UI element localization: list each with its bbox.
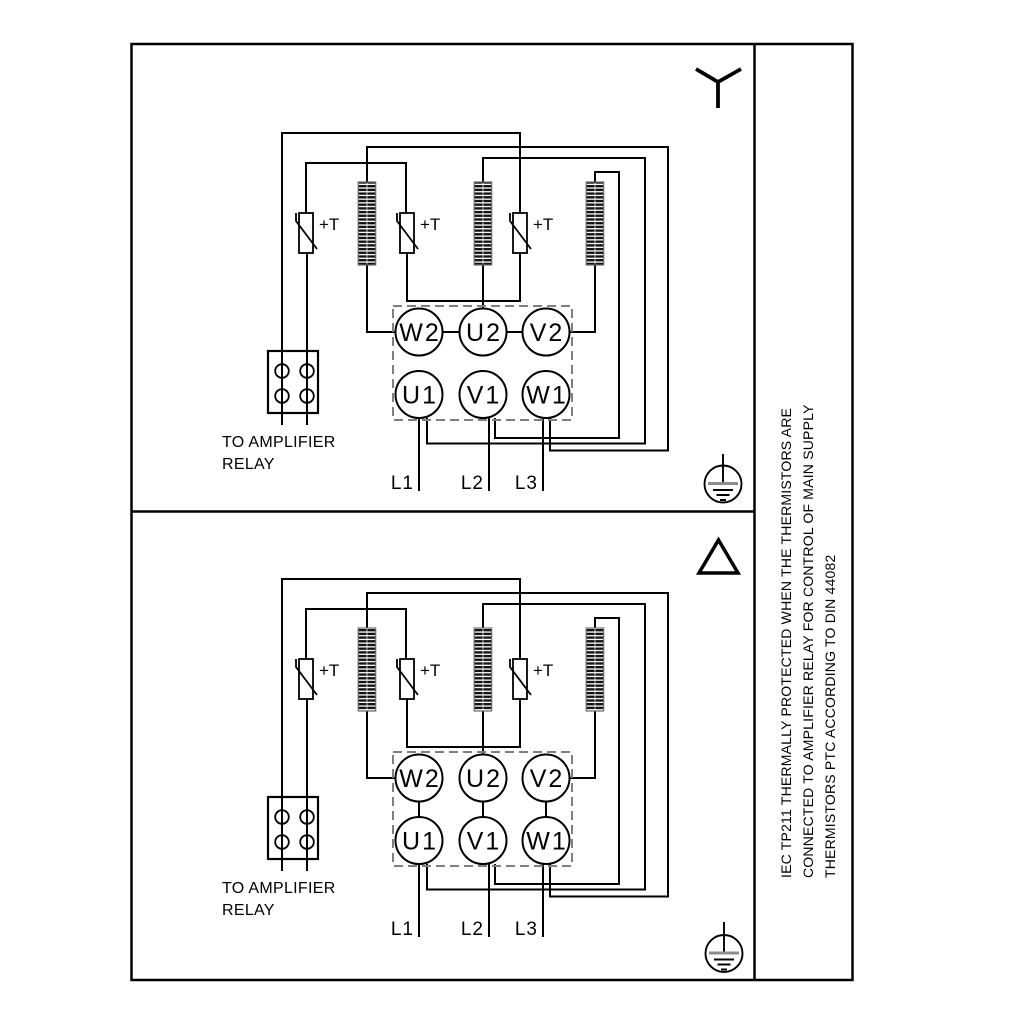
thermistor-icon — [510, 659, 531, 699]
terminal-label: V1 — [466, 827, 502, 856]
supply-label: L2 — [460, 919, 484, 940]
thermistor-icon — [510, 213, 531, 253]
supply-label: L3 — [514, 919, 538, 940]
winding-coil — [358, 182, 376, 265]
side-note — [778, 404, 838, 878]
thermistor-label: +T — [420, 215, 441, 234]
side-note-line: IEC TP211 THERMALLY PROTECTED WHEN THE THERMISTORS ARE — [778, 407, 794, 878]
thermistor-label: +T — [420, 661, 441, 680]
thermistor-icon — [296, 659, 317, 699]
terminal-label: U1 — [402, 827, 438, 856]
winding-coil — [474, 628, 492, 711]
relay-terminal-block — [268, 351, 318, 413]
thermistor-label: +T — [319, 215, 340, 234]
terminal-label: W1 — [526, 381, 568, 410]
terminal-label: W1 — [526, 827, 568, 856]
terminal-label: U2 — [466, 319, 502, 347]
relay-note: RELAY — [222, 456, 275, 473]
supply-label: L1 — [390, 473, 414, 494]
side-note-line: CONNECTED TO AMPLIFIER RELAY FOR CONTROL OF MAIN SUPPLY — [800, 404, 816, 878]
winding-coil — [586, 182, 604, 265]
thermistor-label: +T — [533, 661, 554, 680]
relay-note: TO AMPLIFIER — [222, 880, 336, 897]
terminal-label: W2 — [399, 765, 441, 793]
thermistor-icon — [296, 213, 317, 253]
terminal-label: V2 — [529, 319, 565, 347]
terminal-label: W2 — [399, 319, 441, 347]
panel-delta — [222, 540, 743, 972]
winding-coil — [358, 628, 376, 711]
protective-earth-icon — [706, 922, 743, 972]
terminal-label: V2 — [529, 765, 565, 793]
thermistor-icon — [397, 659, 418, 699]
relay-terminal-block — [268, 797, 318, 859]
terminal-label: V1 — [466, 381, 502, 410]
thermistor-label: +T — [319, 661, 340, 680]
supply-label: L1 — [390, 919, 414, 940]
thermistor-icon — [397, 213, 418, 253]
star-winding-icon — [696, 69, 741, 108]
terminal-board — [393, 306, 572, 420]
delta-winding-icon — [699, 540, 738, 573]
relay-note: TO AMPLIFIER — [222, 434, 336, 451]
side-note-line: THERMISTORS PTC ACCORDING TO DIN 44082 — [822, 554, 838, 878]
thermistor-label: +T — [533, 215, 554, 234]
winding-coil — [586, 628, 604, 711]
winding-coil — [474, 182, 492, 265]
supply-label: L3 — [514, 473, 538, 494]
terminal-label: U2 — [466, 765, 502, 793]
terminal-label: U1 — [402, 381, 438, 410]
protective-earth-icon — [705, 454, 742, 503]
relay-note: RELAY — [222, 902, 275, 919]
supply-label: L2 — [460, 473, 484, 494]
panel-star — [222, 69, 742, 503]
